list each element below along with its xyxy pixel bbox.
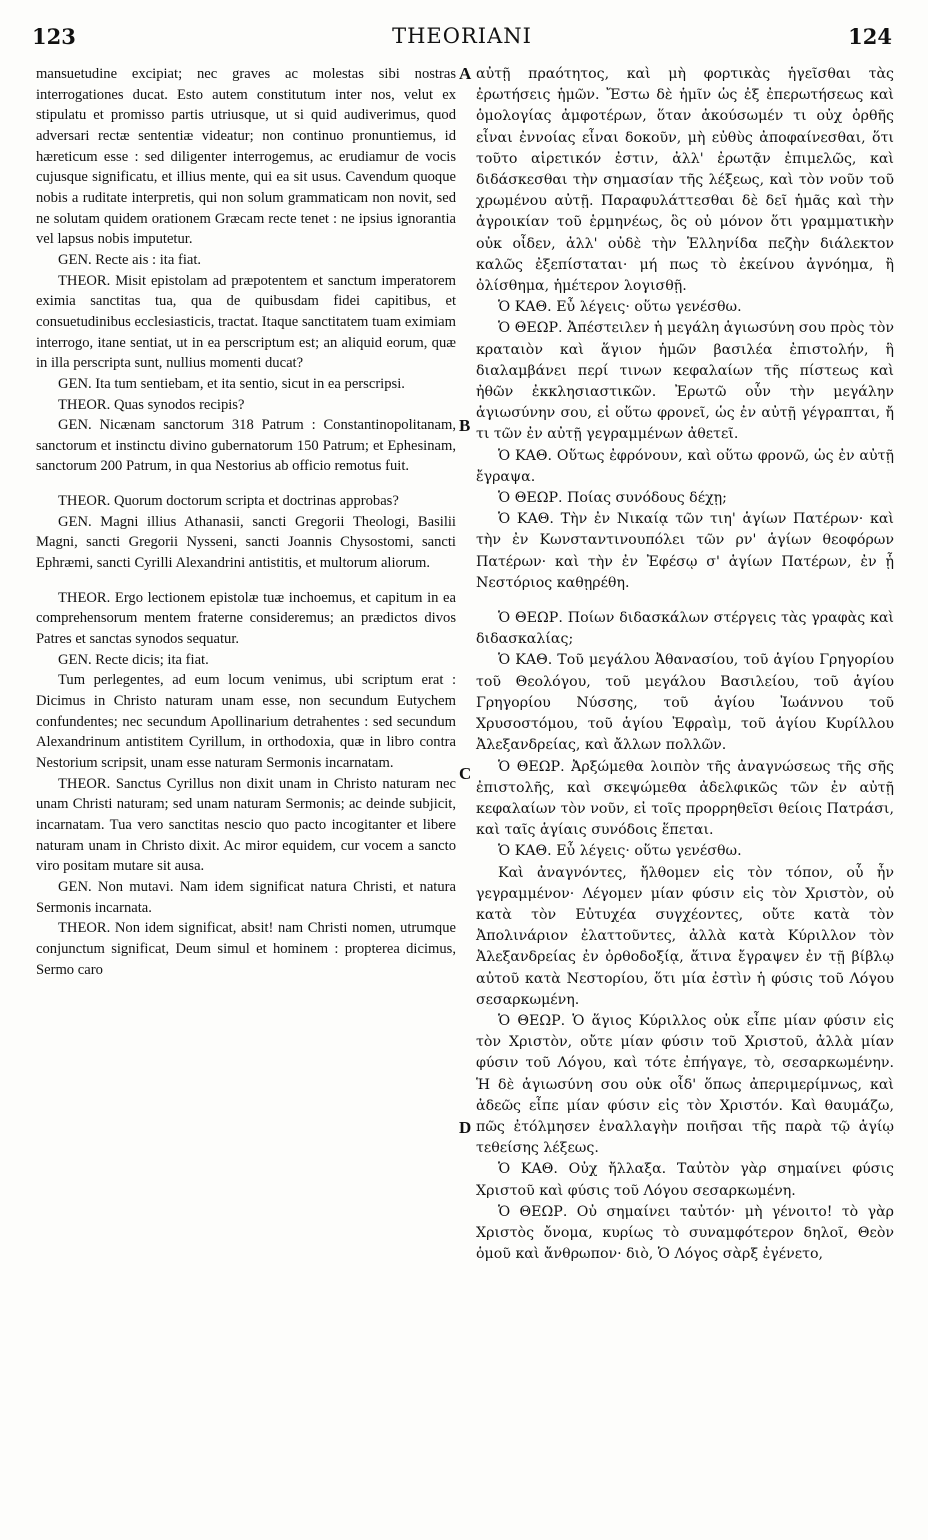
greek-paragraph: Ὁ ΚΑΘ. Εὖ λέγεις· οὕτω γενέσθω.: [498, 843, 742, 860]
paragraph-gap: [476, 594, 894, 608]
latin-paragraph: THEOR. Quas synodos recipis?: [58, 396, 245, 413]
latin-column: [36, 64, 456, 980]
latin-paragraph: GEN. Nicænam sanctorum 318 Patrum : Constantinopolitanam, sanctorum et instinctu divino gubernatorum 150 Patrum; et Ephesinam, sanctorum 200 Patrum, in qua Nestorius ab officio remotus fuit.: [36, 417, 456, 475]
section-marker-c: C: [459, 764, 472, 783]
greek-paragraph: Ὁ ΚΑΘ. Οὐχ ἤλλαξα. Ταὐτὸν γὰρ σημαίνει φύσις Χριστοῦ καὶ φύσις τοῦ Λόγου σεσαρκωμένη.: [476, 1161, 894, 1199]
latin-paragraph: THEOR. Non idem significat, absit! nam Christi nomen, utrumque conjunctum significat, Deum simul et hominem : propterea dicimus, Sermo caro: [36, 920, 456, 978]
section-marker-a: A: [459, 64, 472, 83]
latin-paragraph: GEN. Ita tum sentiebam, et ita sentio, sicut in ea perscripsi.: [58, 375, 405, 392]
paragraph-gap: [36, 477, 456, 491]
greek-column: [476, 64, 894, 1265]
page-number-right: 124: [848, 24, 892, 49]
latin-paragraph: GEN. Magni illius Athanasii, sancti Gregorii Theologi, Basilii Magni, sancti Gregorii Nysseni, sancti Joannis Chysostomi, sancti Ephræmi, sancti Cyrilli Alexandrini antistitis, et multorum aliorum.: [36, 513, 456, 572]
greek-paragraph: Καὶ ἀναγνόντες, ἤλθομεν εἰς τὸν τόπον, οὗ ἦν γεγραμμένον· Λέγομεν μίαν φύσιν εἰς τὸν Χριστὸν, οὐ κατὰ τὸν Εὐτυχέα συγχέοντες, οὔτε κατὰ τὸν Ἀπολινάριον ἐλαττοῦντες, ἀλλὰ κατὰ Κύριλλον τὸν Ἀλεξανδρείας ἐν ὀρθοδοξίᾳ, ἅτινα ἔγραψεν ἐν τῇ βίβλῳ αὐτοῦ κατὰ Νεστορίου, ὅτι μία ἐστὶν ἡ φύσις τοῦ Λόγου σεσαρκωμένη.: [476, 864, 894, 1008]
latin-paragraph: GEN. Recte ais : ita fiat.: [58, 251, 202, 268]
latin-paragraph: THEOR. Quorum doctorum scripta et doctrinas approbas?: [58, 493, 399, 510]
greek-paragraph: Ὁ ΚΑΘ. Τοῦ μεγάλου Ἀθανασίου, τοῦ ἁγίου Γρηγορίου τοῦ Θεολόγου, τοῦ μεγάλου Βασιλείου, τοῦ ἁγίου Γρηγορίου Νύσσης, τοῦ ἁγίου Ἰωάννου τοῦ Χρυσοστόμου, τοῦ ἁγίου Ἐφραὶμ, τοῦ ἁγίου Κυρίλλου Ἀλεξανδρείας, καὶ ἄλλων πολλῶν.: [476, 652, 894, 754]
latin-paragraph: Tum perlegentes, ad eum locum venimus, ubi scriptum erat : Dicimus in Christo naturam unam esse, non secundum Eutychem confundentes; nec secundum Apollinarium detrahentes : sed secundum Alexandrinum antistitem Cyrillum, in orthodoxia, quæ in libro contra Nestorium scripsit, unam esse naturam Sermonis incarnatam.: [36, 672, 456, 771]
running-title: THEORIANI: [392, 24, 532, 48]
latin-paragraph: GEN. Non mutavi. Nam idem significat natura Christi, et natura Sermonis incarnata.: [36, 878, 456, 916]
greek-paragraph: Ὁ ΘΕΩΡ. Ποίων διδασκάλων στέργεις τὰς γραφὰς καὶ διδασκαλίας;: [476, 610, 894, 648]
greek-paragraph: αὐτῇ πραότητος, καὶ μὴ φορτικὰς ἡγεῖσθαι τὰς ἐρωτήσεις ἡμῶν. Ἔστω δὲ ἡμῖν ὡς ἐξ ἐπερωτήσεως καὶ ὁμολογίας ἀμφοτέρων, ὅταν ἀκούσωμέν τι οὐχ ὀρθῆς εἶναι ἐννοίας εἶναι δοκοῦν, μὴ εὐθὺς ἀποφαίνεσθαι, ὅτι τοῦτο αἱρετικόν ἐστιν, ἀλλ' ἐρωτᾷν ἐπιμελῶς, καὶ διδάσκεσθαι τὴν σημασίαν τῆς λέξεως, καὶ τὸν νοῦν τοῦ χρωμένου αὐτῇ. Παραφυλάττεσθαι δὲ δεῖ ἡμᾶς καὶ τὴν ἀγροικίαν τοῦ ἑρμηνέως, ὃς οὐ μόνον ὅτι γραμματικὴν οὐκ οἶδεν, ἀλλ' οὐδὲ τὴν Ἑλληνίδα πεζὴν διάλεκτον καλῶς ἐξεπίσταται· μή πως τὸ ἐκείνου ἀγνόημα, ἢ ὀλίσθημα, ἡμέτερον λογισθῇ.: [476, 66, 894, 295]
page-number-left: 123: [32, 24, 76, 49]
greek-paragraph: Ὁ ΘΕΩΡ. Ποίας συνόδους δέχῃ;: [498, 490, 727, 507]
greek-paragraph: Ὁ ΚΑΘ. Εὖ λέγεις· οὕτω γενέσθω.: [498, 299, 742, 316]
section-marker-b: B: [459, 416, 471, 435]
greek-paragraph: Ὁ ΘΕΩΡ. Ἀπέστειλεν ἡ μεγάλη ἁγιωσύνη σου πρὸς τὸν κραταιὸν καὶ ἅγιον ἡμῶν βασιλέα ἐπιστολήν, ἣ διαλαμβάνει περί τινων κεφαλαίων τῆς πίστεως καὶ ἠθῶν ἐκκλησιαστικῶν. Ἐρωτῶ οὖν τὴν μεγάλην ἁγιωσύνην σου, εἰ οὕτω φρονεῖ, ὡς ἐν αὐτῇ γέγραπται, ἤ τι τῶν ἐν αὐτῇ γεγραμμένων ἀθετεῖ.: [476, 320, 894, 443]
latin-paragraph: THEOR. Ergo lectionem epistolæ tuæ inchoemus, et capitum in ea comprehensorum mentem fraterne consideremus; an prædictos divos Patres et sanctas synodos sequatur.: [36, 589, 456, 648]
greek-paragraph: Ὁ ΚΑΘ. Τὴν ἐν Νικαίᾳ τῶν τιη' ἁγίων Πατέρων· καὶ τὴν ἐν Κωνσταντινουπόλει τῶν ρν' ἁγίων θεοφόρων Πατέρων· καὶ τὴν ἐν Ἐφέσῳ σ' ἁγίων Πατέρων, ἐν ᾗ Νεστόριος καθῃρέθη.: [476, 511, 894, 591]
latin-paragraph: mansuetudine excipiat; nec graves ac molestas sibi nostras interrogationes ducat. Esto autem constitutum inter nos, velut ex stipulatu et promisso partis utriusque, ut si quid audiverimus, quod adversari rectæ sententiæ videatur; non continuo pronuntiemus, id hæreticum esse : sed diligenter interrogemus, ac erudiamur de vocis cujusque significatu, et illius mente, qui ea sit usus. Cavendum quoque nobis a ruditate interpretis, qui non solum grammaticam non novit, sed ne solutam quidem orationem Græcam recte tenet : ne ipsius ignorantia vel lapsus nobis imputetur.: [36, 66, 456, 248]
section-marker-d: D: [459, 1118, 472, 1137]
latin-paragraph: THEOR. Misit epistolam ad præpotentem et sanctum imperatorem eximia sanctitas tua, qua de quibusdam fidei capitibus, et consuetudinibus ecclesiasticis, tractat. Itaque sanctitatem tuam eximiam interrogo, itane sentiat, ut in ea perscriptum est; an aliquid eorum, quæ in illa perscripta sunt, nullius momenti ducat?: [36, 272, 456, 372]
page-header: [32, 24, 892, 54]
latin-paragraph: GEN. Recte dicis; ita fiat.: [58, 651, 209, 668]
greek-paragraph: Ὁ ΘΕΩΡ. Ὁ ἅγιος Κύριλλος οὐκ εἶπε μίαν φύσιν εἰς τὸν Χριστὸν, οὔτε μίαν φύσιν τοῦ Χριστοῦ, ἀλλὰ μίαν φύσιν τοῦ Λόγου, καὶ τότε ἐπήγαγε, τὸ, σεσαρκωμένην. Ἡ δὲ ἁγιωσύνη σου οὐκ οἶδ' ὅπως ἀπεριμερίμνως, καὶ ἀδεῶς εἶπε μίαν φύσιν εἰς τὸν Χριστόν. Καὶ θαυμάζω, πῶς ἐτόλμησεν ἐναλλαγὴν ποιῆσαι τῆς παρὰ τῷ ἁγίῳ τεθείσης λέξεως.: [476, 1012, 894, 1157]
paragraph-gap: [36, 574, 456, 588]
greek-paragraph: Ὁ ΚΑΘ. Οὕτως ἐφρόνουν, καὶ οὕτω φρονῶ, ὡς ἐν αὐτῇ ἔγραψα.: [476, 447, 894, 485]
latin-paragraph: THEOR. Sanctus Cyrillus non dixit unam in Christo naturam nec unam Christi naturam; sed unam naturam Sermonis; ac deinde subjicit, incarnatam. Tua vero sanctitas nescio quo pacto incogitanter et libere naturam unam in Christo dixit. Ac miror equidem, cur vocem a sancto viro positam mutare sit ausa.: [36, 775, 456, 875]
greek-paragraph: Ὁ ΘΕΩΡ. Ἀρξώμεθα λοιπὸν τῆς ἀναγνώσεως τῆς σῆς ἐπιστολῆς, καὶ σκεψώμεθα ἀδελφικῶς τῶν ἐν αὐτῇ κεφαλαίων τὸν νοῦν, εἰ τοῖς προρρηθεῖσι θείοις Πατράσι, καὶ ταῖς ἁγίαις συνόδοις ἕπεται.: [476, 758, 894, 839]
greek-paragraph: Ὁ ΘΕΩΡ. Οὐ σημαίνει ταὐτόν· μὴ γένοιτο! τὸ γὰρ Χριστὸς ὄνομα, κυρίως τὸ συναμφότερον δηλοῖ, Θεὸν ὁμοῦ καὶ ἄνθρωπον· διὸ, Ὁ Λόγος σὰρξ ἐγένετο,: [476, 1203, 894, 1263]
